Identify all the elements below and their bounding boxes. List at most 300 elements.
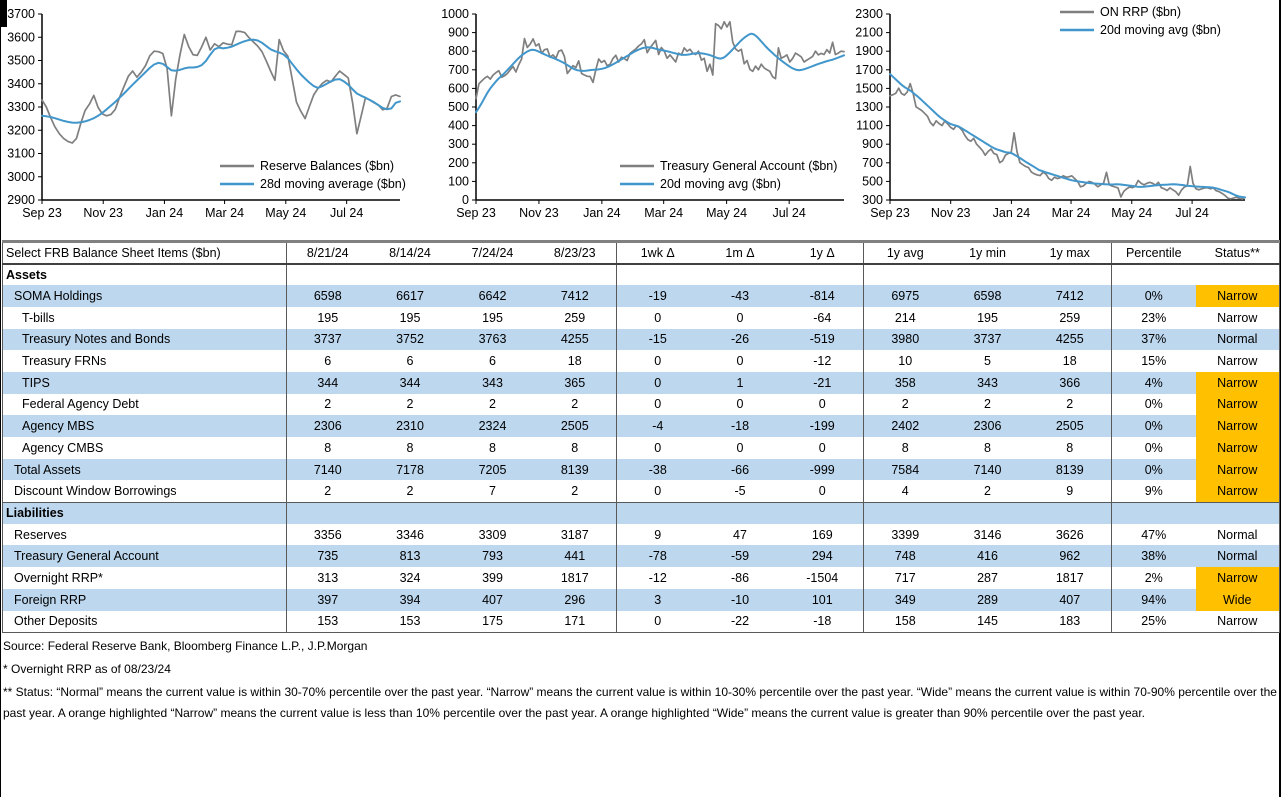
percentile-cell: 4%	[1112, 372, 1196, 394]
y-tick-label: 600	[448, 81, 469, 96]
value-cell: 366	[1029, 372, 1112, 394]
table-row	[3, 459, 1280, 481]
value-cell: 416	[947, 545, 1029, 567]
value-cell: -21	[782, 372, 864, 394]
value-cell: 324	[399, 570, 421, 585]
x-tick-label: May 24	[706, 206, 748, 220]
value-cell: 7178	[369, 459, 452, 481]
value-cell: 0	[617, 372, 699, 394]
value-cell	[534, 264, 617, 286]
table-row	[3, 545, 1280, 567]
value-cell: 0	[654, 310, 662, 325]
table-row	[3, 394, 1280, 416]
value-cell: 10	[898, 354, 913, 369]
x-tick-label: Jan 24	[145, 206, 184, 220]
value-cell: 3752	[369, 329, 452, 351]
legend-label: Reserve Balances ($bn)	[260, 159, 395, 173]
y-tick-label: 100	[448, 174, 469, 189]
table-row	[3, 524, 1280, 546]
value-cell	[782, 502, 864, 524]
percentile-cell	[1112, 264, 1196, 286]
value-cell: 296	[534, 589, 617, 611]
value-cell: -519	[782, 329, 864, 351]
value-cell: 2	[489, 397, 496, 412]
table-row	[3, 480, 1280, 502]
value-cell: 153	[399, 614, 421, 629]
value-cell: 962	[1029, 545, 1112, 567]
y-tick-label: 3300	[7, 100, 35, 114]
value-cell: -22	[730, 614, 750, 629]
value-cell: 2310	[369, 415, 452, 437]
value-cell: 6598	[287, 285, 369, 307]
value-cell: -1504	[782, 567, 864, 589]
table-row	[3, 502, 1280, 524]
percentile-cell: 0%	[1144, 397, 1163, 412]
status-cell	[1196, 502, 1280, 524]
value-cell: 2505	[534, 415, 617, 437]
value-cell: 2	[984, 397, 991, 412]
x-tick-label: Sep 23	[22, 206, 62, 220]
value-cell: 195	[977, 310, 998, 325]
value-cell: -5	[699, 480, 782, 502]
table-header	[3, 242, 1280, 264]
value-cell: 0	[736, 440, 744, 455]
value-cell: 287	[977, 570, 998, 585]
status-cell: Narrow	[1196, 437, 1280, 459]
value-cell: 6	[406, 354, 414, 369]
value-cell: 2505	[1029, 415, 1112, 437]
status-cell: Narrow	[1217, 614, 1258, 629]
value-cell: 313	[317, 570, 339, 585]
value-cell: -999	[782, 459, 864, 481]
value-cell: 0	[654, 397, 662, 412]
status-cell: Narrow	[1196, 394, 1280, 416]
status-cell: Narrow	[1196, 285, 1280, 307]
y-tick-label: 3600	[7, 30, 35, 45]
legend-label: Treasury General Account ($bn)	[660, 159, 838, 173]
value-cell: 2324	[452, 415, 534, 437]
status-cell: Normal	[1196, 545, 1280, 567]
status-cell: Narrow	[1196, 372, 1280, 394]
row-label: Other Deposits	[3, 611, 287, 633]
value-cell: 0	[782, 437, 864, 459]
column-header: Percentile	[1112, 242, 1196, 264]
table-row	[3, 264, 1280, 286]
value-cell: 171	[534, 611, 617, 633]
percentile-cell: 23%	[1141, 310, 1167, 325]
value-cell: 2	[947, 480, 1029, 502]
legend-label: ON RRP ($bn)	[1100, 5, 1182, 19]
status-cell: Narrow	[1196, 459, 1280, 481]
series-line	[476, 22, 844, 99]
y-tick-label: 3200	[7, 123, 35, 138]
value-cell	[287, 264, 369, 286]
value-cell: 158	[894, 614, 916, 629]
value-cell: 2306	[947, 415, 1029, 437]
percentile-cell: 94%	[1112, 589, 1196, 611]
y-tick-label: 3100	[7, 146, 35, 161]
column-header: 1y min	[947, 242, 1029, 264]
value-cell: 2	[901, 397, 909, 412]
value-cell: 0	[654, 440, 662, 455]
overnight-rrp-note: * Overnight RRP as of 08/23/24	[3, 662, 171, 676]
y-tick-label: 2300	[855, 7, 883, 21]
y-tick-label: 2100	[855, 25, 883, 40]
value-cell: 8	[406, 440, 414, 455]
value-cell	[369, 502, 452, 524]
status-cell: Narrow	[1217, 354, 1258, 369]
x-tick-label: Jul 24	[329, 206, 364, 220]
x-tick-label: Mar 24	[644, 206, 684, 220]
value-cell: -18	[699, 415, 782, 437]
status-cell: Narrow	[1217, 310, 1258, 325]
value-cell: 397	[287, 589, 369, 611]
y-tick-label: 700	[448, 62, 469, 77]
value-cell	[617, 264, 699, 286]
value-cell: -4	[617, 415, 699, 437]
y-tick-label: 500	[862, 174, 883, 189]
percentile-cell: 47%	[1141, 527, 1167, 542]
percentile-cell: 0%	[1112, 459, 1196, 481]
value-cell: -15	[617, 329, 699, 351]
table-row	[3, 307, 1280, 329]
value-cell	[864, 502, 947, 524]
value-cell: 7140	[287, 459, 369, 481]
value-cell: -26	[699, 329, 782, 351]
y-tick-label: 800	[448, 44, 469, 59]
value-cell: -12	[782, 350, 864, 372]
value-cell: 145	[977, 614, 998, 629]
column-header: Status**	[1196, 242, 1280, 264]
value-cell: 1	[699, 372, 782, 394]
value-cell: 153	[317, 614, 339, 629]
value-cell: 2	[324, 397, 332, 412]
value-cell: 1817	[1029, 567, 1112, 589]
y-tick-label: 500	[448, 100, 469, 114]
value-cell: 0	[736, 310, 744, 325]
value-cell	[452, 264, 534, 286]
value-cell: 7412	[1029, 285, 1112, 307]
row-label: Assets	[3, 264, 287, 286]
status-cell: Normal	[1217, 527, 1258, 542]
value-cell: -18	[782, 611, 864, 633]
table-row	[3, 285, 1280, 307]
value-cell: 8	[534, 437, 617, 459]
value-cell: 9	[1029, 480, 1112, 502]
value-cell: 5	[984, 354, 991, 369]
value-cell: 2	[287, 480, 369, 502]
x-tick-label: Nov 23	[930, 206, 971, 220]
status-cell: Narrow	[1196, 567, 1280, 589]
x-tick-label: Nov 23	[519, 206, 559, 220]
y-tick-label: 3000	[7, 169, 35, 184]
percentile-cell: 0%	[1144, 440, 1163, 455]
row-label: SOMA Holdings	[3, 285, 287, 307]
row-label: T-bills	[3, 307, 287, 329]
value-cell: 6	[489, 354, 496, 369]
value-cell: 717	[894, 570, 916, 585]
value-cell: 2	[1029, 394, 1112, 416]
column-header: 1y max	[1029, 242, 1112, 264]
value-cell	[1029, 502, 1112, 524]
row-label: Total Assets	[3, 459, 287, 481]
value-cell: -66	[699, 459, 782, 481]
x-tick-label: Mar 24	[205, 206, 245, 220]
y-tick-label: 300	[448, 137, 469, 152]
treasury-general-account-chart	[430, 0, 850, 236]
value-cell: 259	[534, 307, 617, 329]
value-cell: 169	[782, 524, 864, 546]
y-tick-label: 1500	[855, 81, 883, 96]
row-label: Treasury General Account	[3, 545, 287, 567]
value-cell	[947, 264, 1029, 286]
series-line	[890, 84, 1245, 200]
column-header: 8/23/23	[534, 242, 617, 264]
frame-left-border	[0, 0, 1, 797]
value-cell: 0	[617, 480, 699, 502]
value-cell: 735	[287, 545, 369, 567]
legend-label: 28d moving average ($bn)	[260, 177, 406, 191]
value-cell: 289	[947, 589, 1029, 611]
value-cell: 6975	[864, 285, 947, 307]
value-cell: -78	[617, 545, 699, 567]
value-cell: 195	[399, 310, 421, 325]
row-label: Treasury FRNs	[3, 350, 287, 372]
value-cell: -86	[730, 570, 750, 585]
value-cell: 2402	[864, 415, 947, 437]
value-cell: 2	[534, 480, 617, 502]
value-cell: 441	[534, 545, 617, 567]
value-cell	[534, 502, 617, 524]
y-tick-label: 400	[448, 118, 469, 133]
row-label: Treasury Notes and Bonds	[3, 329, 287, 351]
row-label: Discount Window Borrowings	[3, 480, 287, 502]
value-cell: 3146	[973, 527, 1002, 542]
value-cell	[452, 502, 534, 524]
value-cell: 6598	[947, 285, 1029, 307]
table-title-cell: Select FRB Balance Sheet Items ($bn)	[3, 242, 287, 264]
source-note: Source: Federal Reserve Bank, Bloomberg Finance L.P., J.P.Morgan	[3, 639, 368, 653]
value-cell: 394	[369, 589, 452, 611]
column-header: 7/24/24	[452, 242, 534, 264]
value-cell: -38	[617, 459, 699, 481]
value-cell: -64	[782, 307, 864, 329]
value-cell: 407	[1029, 589, 1112, 611]
legend-label: 20d moving avg ($bn)	[1100, 23, 1221, 37]
percentile-cell: 0%	[1112, 285, 1196, 307]
column-header: 1wk Δ	[617, 242, 699, 264]
value-cell: 7412	[534, 285, 617, 307]
value-cell: 3626	[1029, 524, 1112, 546]
x-tick-label: Jan 24	[583, 206, 621, 220]
footnotes	[3, 636, 1277, 724]
value-cell	[864, 264, 947, 286]
row-label: Agency CMBS	[3, 437, 287, 459]
table-row	[3, 350, 1280, 372]
percentile-cell: 9%	[1112, 480, 1196, 502]
value-cell: 358	[864, 372, 947, 394]
value-cell: 7140	[947, 459, 1029, 481]
value-cell: 365	[534, 372, 617, 394]
value-cell: 8	[324, 440, 332, 455]
value-cell: 183	[1029, 611, 1112, 633]
value-cell: 6642	[452, 285, 534, 307]
value-cell: 0	[782, 480, 864, 502]
status-definition-note: ** Status: “Normal” means the current value is within 30-70% percentile over the past year. “Narrow” means the current value is within 10-30% percentile over the past year. “Wide” means the current value is within 70-90% percentile over the past year. A orange highlighted “Narrow” means the current value is less than 10% percentile over the past year. A orange highlighted “Wide” means the current value is greater than 90% percentile over the past year.	[3, 685, 1277, 720]
value-cell: 294	[782, 545, 864, 567]
x-tick-label: Jul 24	[1175, 206, 1209, 220]
x-tick-label: Jul 24	[772, 206, 806, 220]
status-cell: Normal	[1196, 329, 1280, 351]
value-cell: 793	[452, 545, 534, 567]
value-cell: 8	[489, 440, 496, 455]
value-cell: 3763	[452, 329, 534, 351]
percentile-cell: 2%	[1144, 570, 1163, 585]
value-cell	[699, 264, 782, 286]
value-cell: 195	[317, 310, 339, 325]
x-tick-label: Sep 23	[870, 206, 910, 220]
value-cell	[947, 502, 1029, 524]
status-cell: Wide	[1196, 589, 1280, 611]
y-tick-label: 1700	[855, 62, 883, 77]
value-cell	[287, 502, 369, 524]
value-cell: 3980	[864, 329, 947, 351]
y-tick-label: 3700	[7, 7, 35, 21]
value-cell: 6	[324, 354, 332, 369]
value-cell: 344	[287, 372, 369, 394]
value-cell: 748	[864, 545, 947, 567]
status-cell	[1196, 264, 1280, 286]
y-tick-label: 3400	[7, 76, 35, 91]
value-cell: 344	[369, 372, 452, 394]
value-cell: 0	[736, 397, 744, 412]
y-tick-label: 900	[862, 137, 883, 152]
value-cell: 3309	[478, 527, 507, 542]
value-cell: 101	[782, 589, 864, 611]
value-cell: 214	[894, 310, 916, 325]
value-cell: 3187	[534, 524, 617, 546]
series-line	[42, 40, 400, 123]
frb-balance-sheet-table	[2, 240, 1280, 633]
x-tick-label: Mar 24	[1051, 206, 1091, 220]
column-header: 8/21/24	[287, 242, 369, 264]
value-cell: 399	[482, 570, 503, 585]
value-cell: -814	[782, 285, 864, 307]
table-row	[3, 611, 1280, 633]
percentile-cell: 25%	[1141, 614, 1167, 629]
value-cell: -199	[782, 415, 864, 437]
table-row	[3, 589, 1280, 611]
y-tick-label: 0	[462, 193, 469, 207]
series-line	[476, 34, 844, 113]
x-tick-label: Jan 24	[992, 206, 1031, 220]
row-label: Reserves	[3, 524, 287, 546]
value-cell: 3737	[947, 329, 1029, 351]
value-cell: 0	[736, 354, 744, 369]
value-cell	[782, 264, 864, 286]
value-cell: 3399	[891, 527, 920, 542]
value-cell: 0	[654, 614, 662, 629]
value-cell: 3737	[287, 329, 369, 351]
value-cell: 8	[901, 440, 909, 455]
x-tick-label: May 24	[265, 206, 307, 220]
y-tick-label: 900	[448, 25, 469, 40]
x-tick-label: Sep 23	[456, 206, 496, 220]
value-cell: 175	[482, 614, 503, 629]
table-row	[3, 437, 1280, 459]
row-label: TIPS	[3, 372, 287, 394]
value-cell: 9	[654, 527, 662, 542]
value-cell: 18	[1029, 350, 1112, 372]
y-tick-label: 1000	[441, 7, 469, 21]
table-row	[3, 372, 1280, 394]
value-cell: 195	[482, 310, 503, 325]
value-cell: 349	[864, 589, 947, 611]
value-cell	[617, 502, 699, 524]
row-label: Federal Agency Debt	[3, 394, 287, 416]
y-tick-label: 1900	[855, 44, 883, 59]
value-cell	[369, 264, 452, 286]
value-cell: 8139	[1029, 459, 1112, 481]
y-tick-label: 700	[862, 155, 883, 170]
value-cell: 4255	[534, 329, 617, 351]
value-cell: 3346	[396, 527, 424, 542]
value-cell: 813	[369, 545, 452, 567]
status-cell: Narrow	[1196, 415, 1280, 437]
value-cell: 2306	[287, 415, 369, 437]
value-cell: -19	[617, 285, 699, 307]
value-cell: 259	[1029, 307, 1112, 329]
percentile-cell: 0%	[1112, 415, 1196, 437]
y-tick-label: 300	[862, 193, 883, 207]
value-cell: -12	[648, 570, 667, 585]
on-rrp-chart	[850, 0, 1279, 236]
value-cell	[699, 502, 782, 524]
percentile-cell: 37%	[1112, 329, 1196, 351]
value-cell: 2	[369, 480, 452, 502]
column-header: 1y Δ	[782, 242, 864, 264]
row-label: Overnight RRP*	[3, 567, 287, 589]
value-cell: 18	[534, 350, 617, 372]
value-cell: 8	[1029, 437, 1112, 459]
value-cell: 1817	[534, 567, 617, 589]
percentile-cell: 15%	[1141, 354, 1167, 369]
value-cell: 8139	[534, 459, 617, 481]
value-cell: 8	[984, 440, 991, 455]
value-cell: -10	[699, 589, 782, 611]
value-cell: -59	[699, 545, 782, 567]
x-tick-label: Nov 23	[83, 206, 124, 220]
column-header: 8/14/24	[369, 242, 452, 264]
column-header: 1y avg	[864, 242, 947, 264]
value-cell: 47	[733, 527, 747, 542]
value-cell: 7	[452, 480, 534, 502]
value-cell: 343	[947, 372, 1029, 394]
table-row	[3, 415, 1280, 437]
y-tick-label: 3500	[7, 53, 35, 68]
row-label: Agency MBS	[3, 415, 287, 437]
y-tick-label: 2900	[7, 193, 35, 207]
legend-label: 20d moving avg ($bn)	[660, 177, 781, 191]
value-cell: 4255	[1029, 329, 1112, 351]
row-label: Liabilities	[3, 502, 287, 524]
value-cell: 343	[452, 372, 534, 394]
value-cell: 0	[654, 354, 662, 369]
column-header: 1m Δ	[699, 242, 782, 264]
value-cell: 7205	[452, 459, 534, 481]
value-cell: 0	[782, 394, 864, 416]
value-cell: 2	[406, 397, 414, 412]
